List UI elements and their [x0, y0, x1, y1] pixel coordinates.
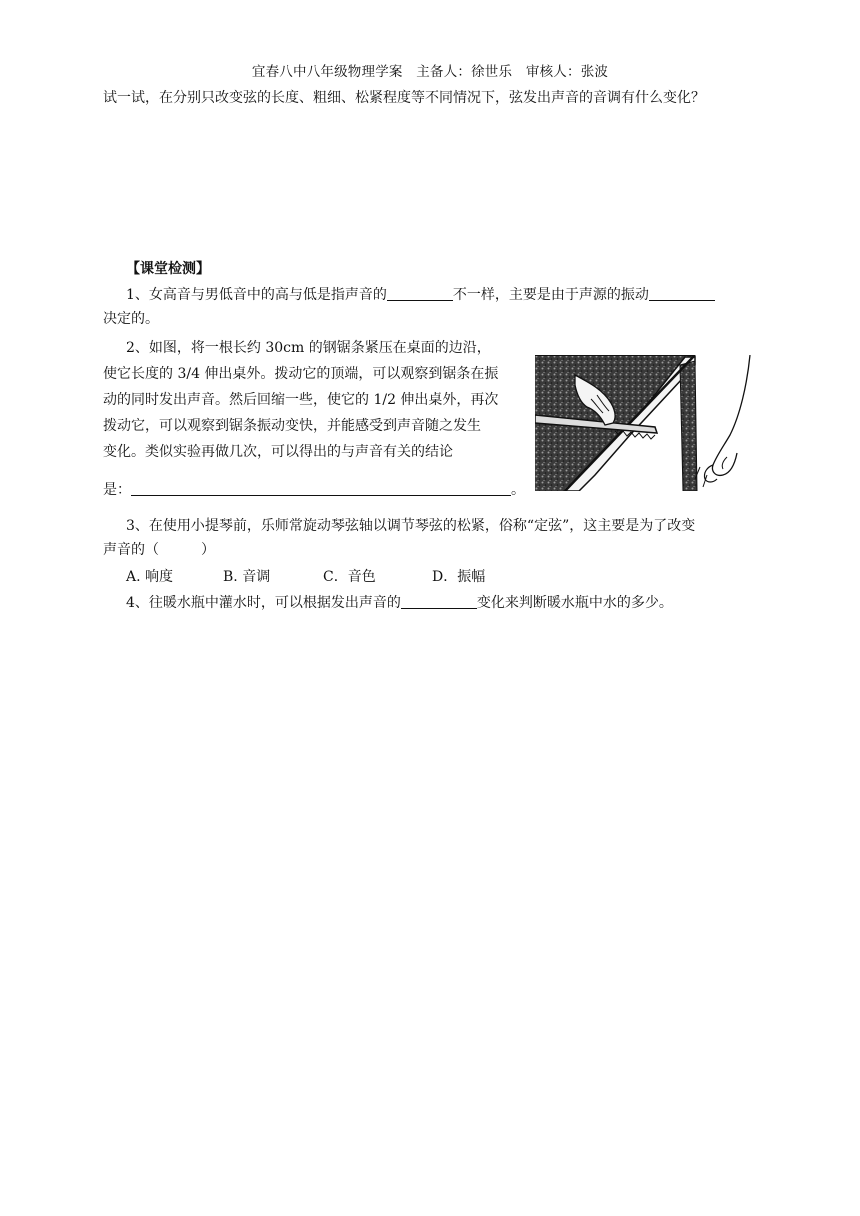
answer-blank-1[interactable]	[387, 285, 453, 301]
answer-blank-conclusion[interactable]	[131, 480, 511, 496]
question-2-line-4: 拨动它，可以观察到锯条振动变快，并能感受到声音随之发生	[103, 418, 481, 434]
question-4-text-a: 4、往暖水瓶中灌水时，可以根据发出声音的	[126, 595, 401, 611]
question-2-line-5: 变化。类似实验再做几次，可以得出的与声音有关的结论	[103, 444, 453, 460]
question-4-text-b: 变化来判断暖水瓶中水的多少。	[476, 595, 673, 611]
question-3-line-2: 声音的（ ）	[103, 542, 215, 558]
question-1-text-b: 不一样，主要是由于声源的振动	[452, 287, 649, 303]
option-a[interactable]: A. 响度	[126, 569, 174, 585]
question-4-line	[103, 591, 673, 615]
question-2-line-6	[103, 478, 525, 502]
question-2-prefix: 是：	[103, 482, 131, 498]
question-1-line-1	[103, 283, 715, 307]
question-3-options	[126, 566, 485, 586]
option-b[interactable]: B. 音调	[223, 569, 271, 585]
question-1-line-2: 决定的。	[103, 311, 159, 327]
option-d[interactable]: D．振幅	[432, 569, 486, 585]
section-title: 【课堂检测】	[126, 261, 210, 277]
question-1-text-a: 1、女高音与男低音中的高与低是指声音的	[126, 287, 387, 303]
saw-blade-figure	[535, 355, 760, 491]
question-2-line-2: 使它长度的 3/4 伸出桌外。拨动它的顶端，可以观察到锯条在振	[103, 366, 499, 382]
question-3-line-1: 3、在使用小提琴前，乐师常旋动琴弦轴以调节琴弦的松紧，俗称“定弦”，这主要是为了改变	[126, 518, 696, 534]
question-2-line-1: 2、如图，将一根长约 30cm 的钢锯条紧压在桌面的边沿，	[126, 340, 491, 356]
intro-question: 试一试，在分别只改变弦的长度、粗细、松紧程度等不同情况下，弦发出声音的音调有什么变化？	[103, 90, 705, 106]
option-c[interactable]: C．音色	[323, 569, 376, 585]
answer-blank-4[interactable]	[401, 593, 477, 609]
page-header: 宜春八中八年级物理学案 主备人：徐世乐 审核人：张波	[251, 64, 609, 80]
question-2-suffix: 。	[511, 482, 525, 498]
question-2-line-3: 动的同时发出声音。然后回缩一些，使它的 1/2 伸出桌外，再次	[103, 392, 499, 408]
answer-blank-2[interactable]	[649, 285, 715, 301]
